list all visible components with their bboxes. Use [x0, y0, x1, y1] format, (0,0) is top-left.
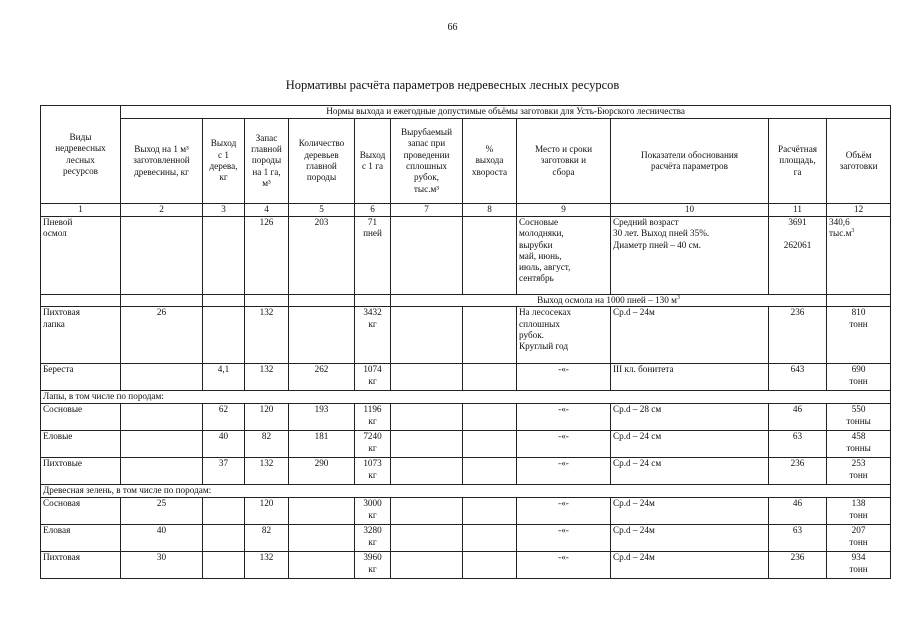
cell: 120 — [245, 404, 289, 431]
cell: 132 — [245, 458, 289, 485]
table-row — [41, 404, 891, 431]
table-row — [41, 552, 891, 579]
cell: 207 тонн — [827, 525, 891, 552]
cell: 1196 кг — [355, 404, 391, 431]
col-number: 11 — [769, 204, 827, 217]
cell: 82 — [245, 525, 289, 552]
col-number: 2 — [121, 204, 203, 217]
cell: 82 — [245, 431, 289, 458]
cell: 262 — [289, 364, 355, 391]
table-row — [41, 458, 891, 485]
cell: 120 — [245, 498, 289, 525]
table-row — [41, 307, 891, 364]
row-name: Сосновая — [41, 498, 121, 525]
cell: 46 — [769, 498, 827, 525]
header-yield-per-m3: Выход на 1 м³ заготовленной древесины, кг — [121, 119, 203, 204]
cell: -«- — [517, 404, 611, 431]
table-row — [41, 431, 891, 458]
table-row — [41, 364, 891, 391]
col-number: 5 — [289, 204, 355, 217]
header-felled-stock: Вырубаемый запас при проведении сплошных рубок, тыс.м³ — [391, 119, 463, 204]
cell: 63 — [769, 431, 827, 458]
group-row — [41, 485, 891, 498]
col-number: 12 — [827, 204, 891, 217]
header-stock-per-ha: Запас главной породы на 1 га, м³ — [245, 119, 289, 204]
cell: 63 — [769, 525, 827, 552]
col-number: 10 — [611, 204, 769, 217]
cell: 37 — [203, 458, 245, 485]
cell: 458 тонны — [827, 431, 891, 458]
header-indicators: Показатели обоснования расчёта параметров — [611, 119, 769, 204]
col-number: 8 — [463, 204, 517, 217]
row-name: Береста — [41, 364, 121, 391]
cell: 4,1 — [203, 364, 245, 391]
col-number: 1 — [41, 204, 121, 217]
header-brushwood-pct: % выхода хвороста — [463, 119, 517, 204]
row-name: Пневой осмол — [41, 217, 121, 295]
note-osmol: Выход осмола на 1000 пней – 130 $м^3$ — [391, 295, 827, 307]
cell: Ср.d – 24м — [611, 525, 769, 552]
cell: 132 — [245, 307, 289, 364]
row-name: Пихтовая — [41, 552, 121, 579]
col-number: 6 — [355, 204, 391, 217]
table-row-note — [41, 295, 891, 307]
cell: 203 — [289, 217, 355, 295]
col-number: 3 — [203, 204, 245, 217]
cell: 643 — [769, 364, 827, 391]
table-row — [41, 525, 891, 552]
cell: Ср.d – 28 см — [611, 404, 769, 431]
cell: 193 — [289, 404, 355, 431]
cell: 181 — [289, 431, 355, 458]
table-row — [41, 217, 891, 295]
row-name: Еловые — [41, 431, 121, 458]
row-name: Сосновые — [41, 404, 121, 431]
table-row — [41, 498, 891, 525]
header-tree-count: Количество деревьев главной породы — [289, 119, 355, 204]
col-number: 9 — [517, 204, 611, 217]
cell: 253 тонн — [827, 458, 891, 485]
header-volume: Объём заготовки — [827, 119, 891, 204]
cell: 550 тонны — [827, 404, 891, 431]
group-label-lapy: Лапы, в том числе по породам: — [41, 391, 891, 404]
col-number: 4 — [245, 204, 289, 217]
cell: 3960 кг — [355, 552, 391, 579]
cell: 3000 кг — [355, 498, 391, 525]
cell: 236 — [769, 307, 827, 364]
cell: -«- — [517, 498, 611, 525]
cell: -«- — [517, 431, 611, 458]
cell: -«- — [517, 552, 611, 579]
cell: 236 — [769, 458, 827, 485]
cell: 46 — [769, 404, 827, 431]
cell: 132 — [245, 364, 289, 391]
header-species: Виды недревесных лесных ресурсов — [41, 106, 121, 204]
cell: 40 — [121, 525, 203, 552]
header-area: Расчётная площадь, га — [769, 119, 827, 204]
cell: На лесосеках сплошных рубок. Круглый год — [517, 307, 611, 364]
row-name: Пихтовые — [41, 458, 121, 485]
cell: -«- — [517, 458, 611, 485]
cell: 3691 262061 — [769, 217, 827, 295]
cell: 126 — [245, 217, 289, 295]
cell: 25 — [121, 498, 203, 525]
header-yield-per-ha: Выход с 1 га — [355, 119, 391, 204]
cell: -«- — [517, 364, 611, 391]
cell: 40 — [203, 431, 245, 458]
row-name: Еловая — [41, 525, 121, 552]
group-label-zelen: Древесная зелень, в том числе по породам: — [41, 485, 891, 498]
cell: 138 тонн — [827, 498, 891, 525]
cell: 1073 кг — [355, 458, 391, 485]
cell: 1074 кг — [355, 364, 391, 391]
group-row — [41, 391, 891, 404]
header-place-terms: Место и сроки заготовки и сбора — [517, 119, 611, 204]
cell: Ср.d – 24м — [611, 552, 769, 579]
cell: 810 тонн — [827, 307, 891, 364]
cell: 71 пней — [355, 217, 391, 295]
cell: Ср.d – 24 см — [611, 431, 769, 458]
header-yield-per-tree: Выход с 1 дерева, кг — [203, 119, 245, 204]
norms-table — [40, 105, 891, 579]
cell: 3280 кг — [355, 525, 391, 552]
table-title: Нормативы расчёта параметров недревесных лесных ресурсов — [285, 78, 620, 92]
cell: 290 — [289, 458, 355, 485]
cell: -«- — [517, 525, 611, 552]
cell: 3432 кг — [355, 307, 391, 364]
cell: Средний возраст 30 лет. Выход пней 35%. Диаметр пней – 40 см. — [611, 217, 769, 295]
row-name: Пихтовая лапка — [41, 307, 121, 364]
cell: 690 тонн — [827, 364, 891, 391]
cell: 62 — [203, 404, 245, 431]
cell: III кл. бонитета — [611, 364, 769, 391]
col-number: 7 — [391, 204, 463, 217]
cell: 132 — [245, 552, 289, 579]
cell: Ср.d – 24 см — [611, 458, 769, 485]
cell: Сосновые молодняки, вырубки май, июнь, июль, август, сентябрь — [517, 217, 611, 295]
cell: 30 — [121, 552, 203, 579]
cell: 26 — [121, 307, 203, 364]
cell: Ср.d – 24м — [611, 498, 769, 525]
page-number: 66 — [447, 22, 458, 33]
cell: 934 тонн — [827, 552, 891, 579]
column-numbers-row — [41, 204, 891, 217]
cell: 7240 кг — [355, 431, 391, 458]
cell: 340,6 $тыс.м^3$ — [827, 217, 891, 295]
cell: Ср.d – 24м — [611, 307, 769, 364]
cell: 236 — [769, 552, 827, 579]
header-group: Нормы выхода и ежегодные допустимые объёмы заготовки для Усть-Бюрского лесничества — [121, 106, 891, 119]
